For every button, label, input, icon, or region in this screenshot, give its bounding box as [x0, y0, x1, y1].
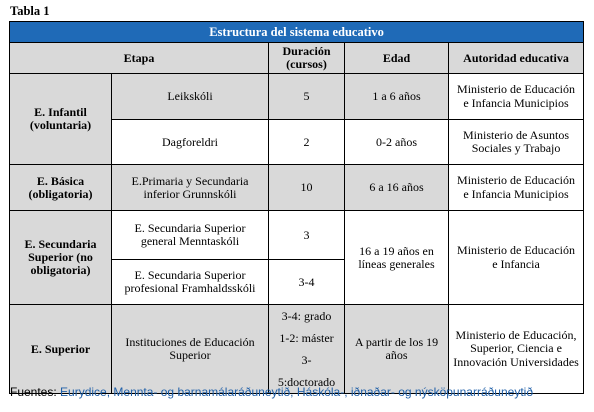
table-cell-duration: 5 — [269, 74, 345, 120]
table-cell-duration: 2 — [269, 120, 345, 165]
table-cell-authority: Ministerio de Educación e Infancia Municipios — [449, 165, 584, 211]
duration-master: 1-2: máster — [279, 331, 334, 345]
header-autoridad: Autoridad educativa — [449, 43, 584, 74]
stage-superior: E. Superior — [10, 305, 112, 394]
table-cell-age: 6 a 16 años — [345, 165, 449, 211]
table-cell-authority: Ministerio de Educación e Infancia — [449, 211, 584, 305]
duration-grado: 3-4: grado — [281, 309, 332, 323]
duration-doctorado: 3-5:doctorado — [277, 353, 336, 389]
header-edad: Edad — [345, 43, 449, 74]
table-cell-age: A partir de los 19 años — [345, 305, 449, 394]
stage-secundaria: E. Secundaria Superior (no obligatoria) — [10, 211, 112, 305]
sources-note — [10, 385, 533, 399]
table-cell-name: Instituciones de Educación Superior — [112, 305, 269, 394]
table-cell-age: 1 a 6 años — [345, 74, 449, 120]
table-cell-age: 16 a 19 años en líneas generales — [345, 211, 449, 305]
table-cell-name: E. Secundaria Superior general Menntaskóli — [112, 211, 269, 260]
stage-basica: E. Básica (obligatoria) — [10, 165, 112, 211]
header-duracion: Duración (cursos) — [269, 43, 345, 74]
sources-label: Fuentes: — [10, 385, 57, 399]
table-cell-authority: Ministerio de Asuntos Sociales y Trabajo — [449, 120, 584, 165]
table-cell-name: E. Secundaria Superior profesional Framhaldsskóli — [112, 260, 269, 305]
table-cell-duration — [269, 305, 345, 394]
table-cell-duration: 3 — [269, 211, 345, 260]
education-structure-table — [9, 21, 584, 394]
table-title: Estructura del sistema educativo — [10, 22, 584, 43]
table-cell-name: Leikskóli — [112, 74, 269, 120]
table-cell-name: E.Primaria y Secundaria inferior Grunnskóli — [112, 165, 269, 211]
table-cell-name: Dagforeldri — [112, 120, 269, 165]
stage-infantil: E. Infantil (voluntaria) — [10, 74, 112, 165]
table-caption: Tabla 1 — [10, 4, 50, 18]
sources-links[interactable]: Eurydice, Mennta- og barnamálaráðuneytið, Háskóla-, iðnaðar- og nýsköpunarráðuneytið — [60, 385, 533, 399]
table-cell-duration: 3-4 — [269, 260, 345, 305]
table-cell-age: 0-2 años — [345, 120, 449, 165]
table-cell-duration: 10 — [269, 165, 345, 211]
table-cell-authority: Ministerio de Educación e Infancia Municipios — [449, 74, 584, 120]
table-cell-authority: Ministerio de Educación, Superior, Ciencia e Innovación Universidades — [449, 305, 584, 394]
header-etapa: Etapa — [10, 43, 269, 74]
